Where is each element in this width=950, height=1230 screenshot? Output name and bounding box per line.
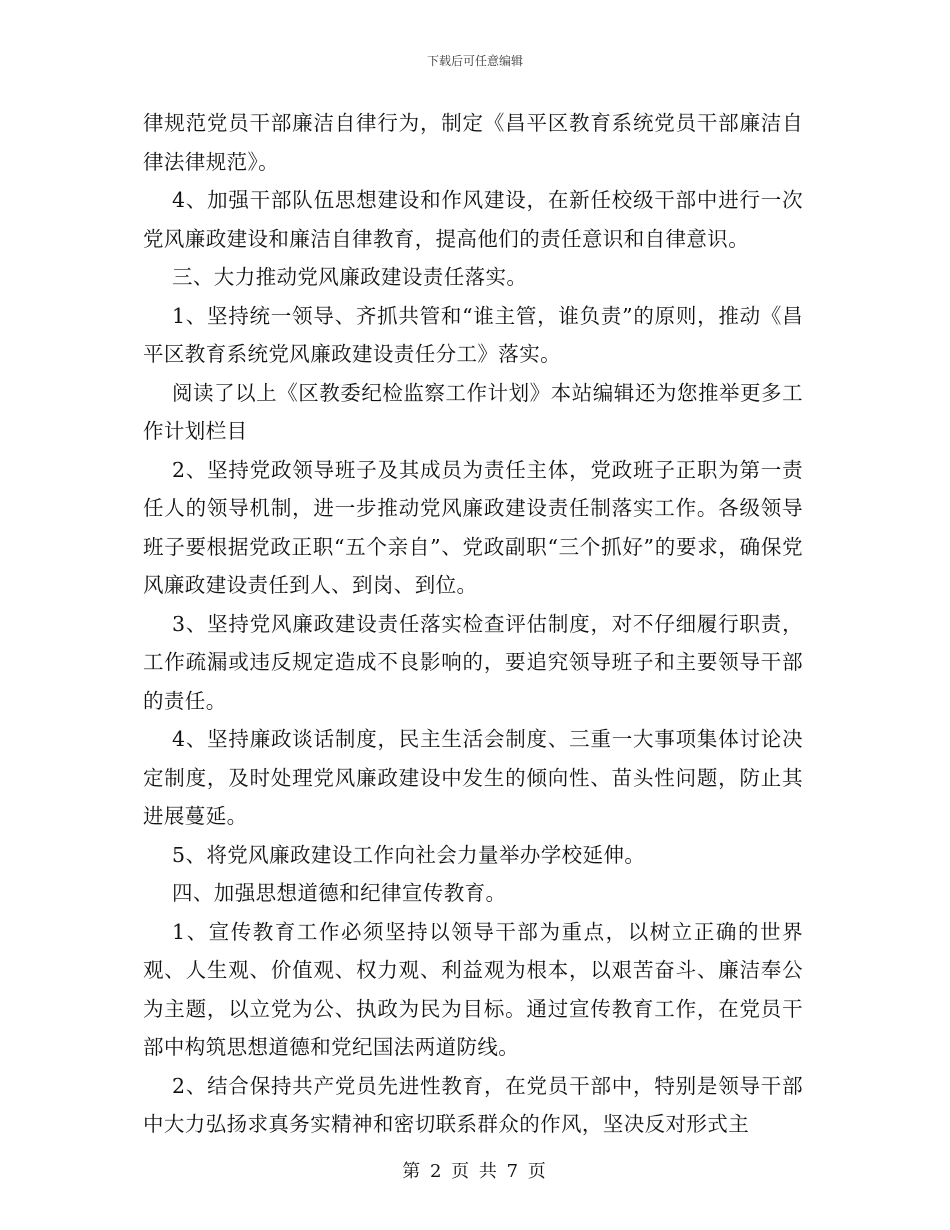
paragraph-6: 2、坚持党政领导班子及其成员为责任主体，党政班子正职为第一责任人的领导机制，进一步推动党风廉政建设责任制落实工作。各级领导班子要根据党政正职“五个亲自”、党政副职“三个抓好”的要求，确保党风廉政建设责任到人、到岗、到位。: [143, 457, 803, 597]
paragraph-2: 4、加强干部队伍思想建设和作风建设，在新任校级干部中进行一次党风廉政建设和廉洁自律教育，提高他们的责任意识和自律意识。: [143, 188, 803, 251]
paragraph-7: 3、坚持党风廉政建设责任落实检查评估制度，对不仔细履行职责，工作疏漏或违反规定造成不良影响的，要追究领导班子和主要领导干部的责任。: [143, 611, 803, 713]
paragraph-1: 律规范党员干部廉洁自律行为，制定《昌平区教育系统党员干部廉洁自律法律规范》。: [143, 111, 803, 174]
paragraph-9: 5、将党风廉政建设工作向社会力量举办学校延伸。: [172, 842, 646, 867]
paragraph-5: 阅读了以上《区教委纪检监察工作计划》本站编辑还为您推举更多工作计划栏目: [143, 380, 803, 443]
section-heading-3: 三、大力推动党风廉政建设责任落实。: [172, 265, 528, 289]
paragraph-11: 1、宣传教育工作必须坚持以领导干部为重点，以树立正确的世界观、人生观、价值观、权力观、利益观为根本，以艰苦奋斗、廉洁奉公为主题，以立党为公、执政为民为目标。通过宣传教育工作，在党员干部中构筑思想道德和党纪国法两道防线。: [143, 919, 803, 1059]
paragraph-4: 1、坚持统一领导、齐抓共管和“谁主管，谁负责”的原则，推动《昌平区教育系统党风廉政建设责任分工》落实。: [143, 303, 803, 366]
page-footer: 第 2 页 共 7 页: [402, 1161, 548, 1182]
section-heading-4: 四、加强思想道德和纪律宣传教育。: [172, 881, 507, 905]
paragraph-12: 2、结合保持共产党员先进性教育，在党员干部中，特别是领导干部中大力弘扬求真务实精神和密切联系群众的作风，坚决反对形式主: [143, 1073, 803, 1136]
page-header: 下载后可任意编辑: [426, 54, 523, 68]
document-body: [143, 104, 803, 1144]
paragraph-8: 4、坚持廉政谈话制度，民主生活会制度、三重一大事项集体讨论决定制度，及时处理党风廉政建设中发生的倾向性、苗头性问题，防止其进展蔓延。: [143, 727, 803, 828]
